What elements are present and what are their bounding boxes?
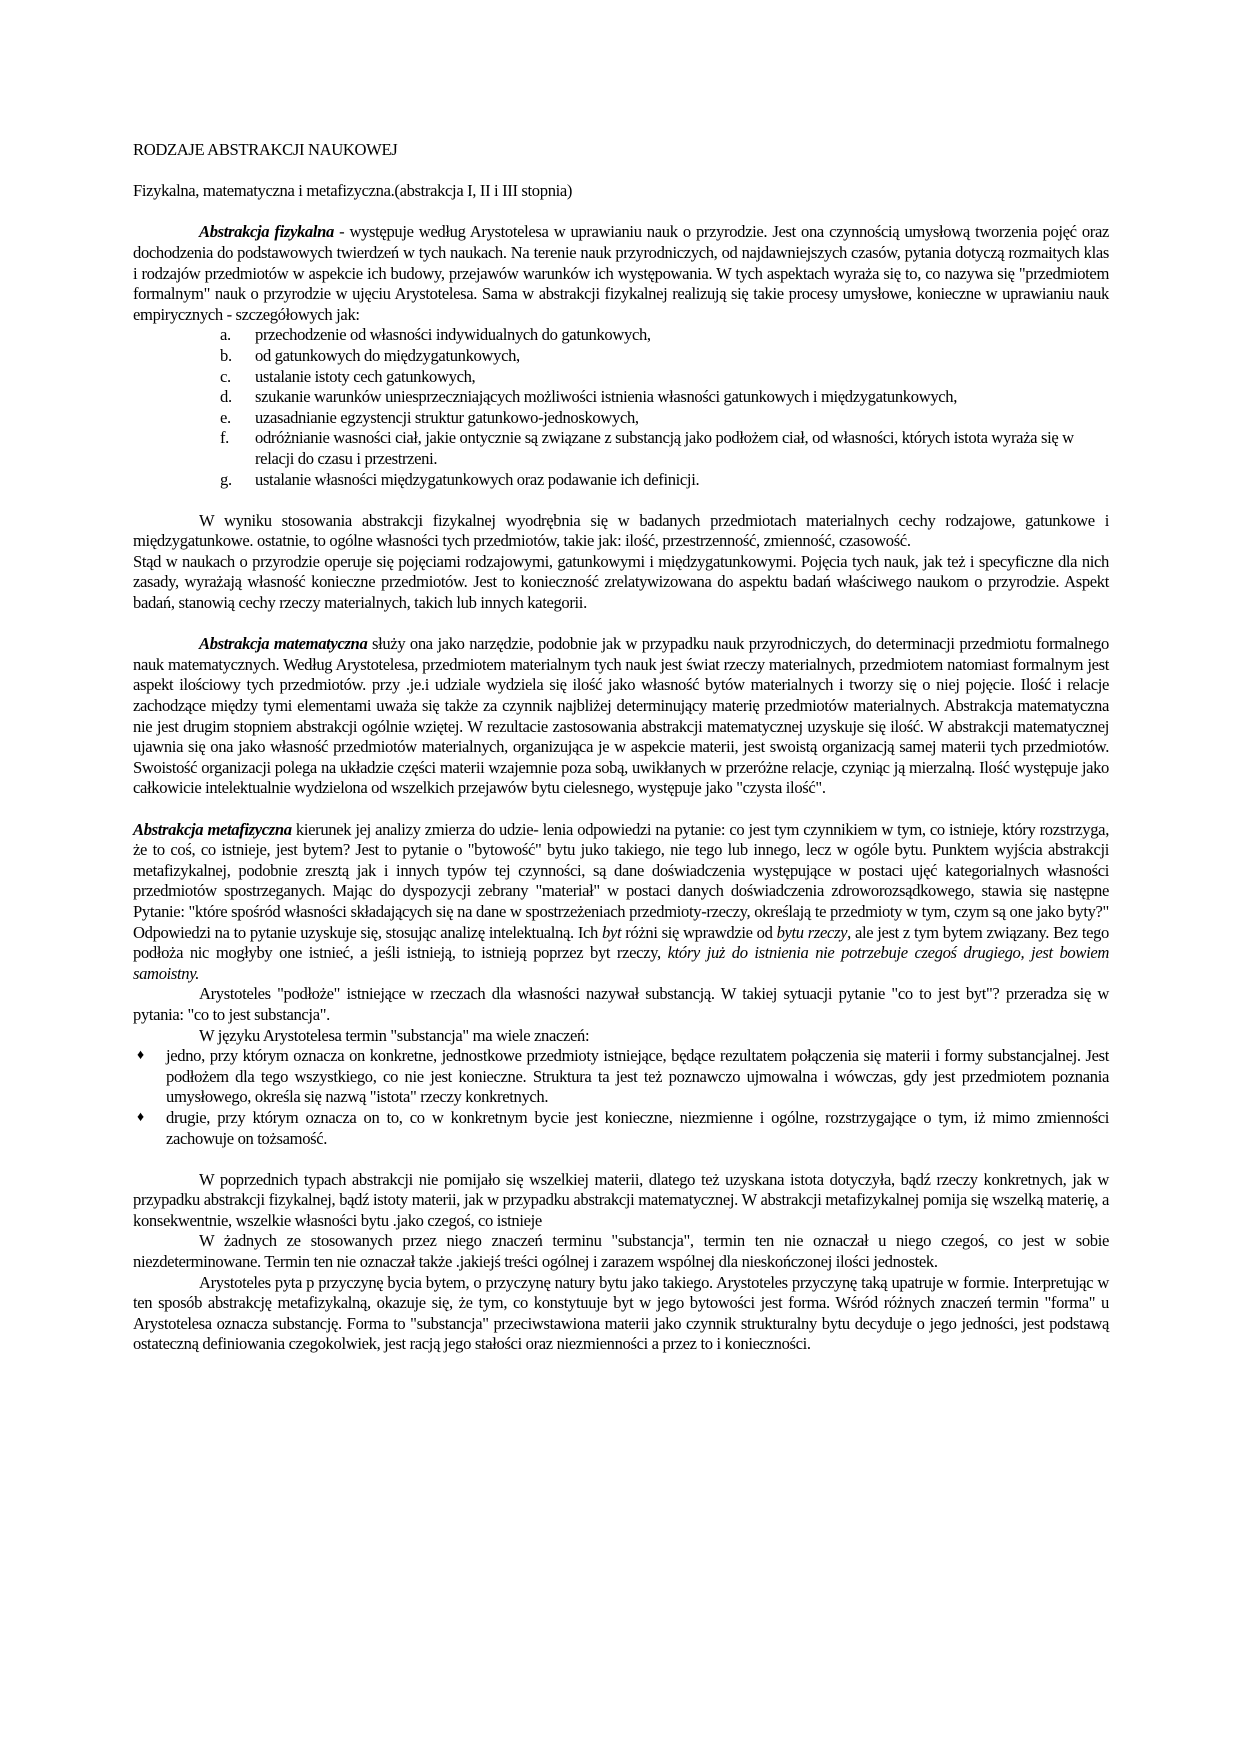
spacer <box>133 490 1109 511</box>
list-item <box>133 428 1109 469</box>
paragraph-matematyczna <box>133 634 1109 799</box>
section-metafizyczna <box>133 820 1109 1355</box>
list-marker: g. <box>220 469 232 489</box>
list-item <box>133 408 1109 429</box>
spacer <box>133 614 1109 635</box>
list-marker: e. <box>220 407 231 427</box>
italic-byt: byt <box>601 922 622 942</box>
list-item-text: odróżnianie wasności ciał, jakie ontycznie są związane z substancją jako podłożem ciał, od własności, których istota wyraża się w relacji do czasu i przestrzeni. <box>255 428 1074 468</box>
paragraph-fizykalna-intro <box>133 222 1109 325</box>
list-item-text: ustalanie własności międzygatunkowych oraz podawanie ich definicji. <box>255 469 700 489</box>
paragraph-metafizyczna <box>133 820 1109 985</box>
spacer <box>133 799 1109 820</box>
list-item <box>133 346 1109 367</box>
document-title: RODZAJE ABSTRAKCJI NAUKOWEJ <box>133 140 398 159</box>
paragraph-poprzednie: W poprzednich typach abstrakcji nie pomijało się wszelkiej materii, dlatego też uzyskana istota dotyczyła, bądź rzeczy konkretnych, jak w przypadku abstrakcji fizykalnej, bądź istoty materii, jak w przypadku abstrakcji matematycznej. W abstrakcji metafizykalnej pomija się wszelką materię, a konsekwentnie, wszelkie własności bytu .jako czegoś, co istnieje <box>133 1169 1109 1230</box>
document-subtitle: Fizykalna, matematyczna i metafizyczna.(abstrakcja I, II i III stopnia) <box>133 181 573 201</box>
list-marker: b. <box>220 345 232 365</box>
document-page <box>133 140 1109 1355</box>
paragraph-znaczenia: W języku Arystotelesa termin "substancja" ma wiele znaczeń: <box>199 1025 590 1045</box>
term-metafizyczna: Abstrakcja metafizyczna <box>133 819 292 839</box>
paragraph-fizykalna-concepts: Stąd w naukach o przyrodzie operuje się pojęciami rodzajowymi, gatunkowymi i międzygatunkowymi. Pojęcia tych nauk, jak też i specyficzne dla nich zasady, wyrażają własność konieczne przedmiotów. Jest to konieczność zrelatywizowana do aspektu badań właściwego naukom o przyrodzie. Aspekt badań, stanowią cechy rzeczy materialnych, takich lub innych kategorii. <box>133 551 1109 613</box>
list-item-text: jedno, przy którym oznacza on konkretne, jednostkowe przedmioty istniejące, będące rezultatem połączenia się materii i formy substancjalnej. Jest podłożem dla tego wszystkiego, co nie jest konieczne. Struktura ta jest też poznawczo ujmowalna i wówczas, gdy jest przedmiotem poznania umysłowego, określa się nazwą "istota" rzeczy konkretnych. <box>166 1046 1109 1107</box>
list-item <box>133 1108 1109 1149</box>
paragraph-forma: Arystoteles pyta p przyczynę bycia bytem, o przyczynę natury bytu jako takiego. Arystoteles przyczynę taką upatruje w formie. Interpretując w ten sposób abstrakcję metafizykalną, okazuje się, że tym, co konstytuuje byt w jego bytowości jest forma. Wśród różnych znaczeń termin "forma" u Arystotelesa oznacza substancję. Forma to "substancja" przeciwstawiona materii jako czynnik strukturalny bytu decyduje o jego jedności, jest podstawą ostateczną definiowania czegokolwiek, jest racją jego stałości oraz niezmienności a przez to i konieczności. <box>133 1272 1109 1354</box>
section-fizykalna <box>133 222 1109 613</box>
list-item-text: przechodzenie od własności indywidualnych do gatunkowych, <box>255 325 651 345</box>
list-marker: f. <box>220 428 229 448</box>
list-item-text: od gatunkowych do międzygatunkowych, <box>255 345 520 365</box>
section-matematyczna <box>133 634 1109 799</box>
list-item-text: drugie, przy którym oznacza on to, co w konkretnym bycie jest konieczne, niezmienne i ogólne, rozstrzygające o tym, iż mimo zmienności zachowuje on tożsamość. <box>166 1107 1109 1148</box>
text-metafizyczna-a: kierunek jej analizy zmierza do udzie- lenia odpowiedzi na pytanie: co jest tym czynnikiem w tym, co istnieje, który rozstrzyga, że to coś, co istnieje, jest bytem? Jest to pytanie o "bytowość" bytu juko takiego, nie tego lub innego, lecz w ogóle bytu. Punktem wyjścia abstrakcji metafizykalnej, podobnie zresztą jak i innych typów tej czynności, są dane doświadczenia występujące w postaci ujęć kategorialnych własności przedmiotów spostrzeganych. Mając do dyspozycji zebrany "materiał" w postaci danych doświadczenia zdroworozsądkowego, stawia się następne Pytanie: "które spośród własności składających się na dane w spostrzeżeniach przedmioty-rzeczy, określają te przedmioty w tym, czym są one jako byty?" Odpowiedzi na to pytanie uzyskuje się, stosując analizę intelektualną. Ich <box>133 819 1109 942</box>
text-metafizyczna-b: różni się wprawdzie od <box>621 922 777 942</box>
list-item <box>133 367 1109 388</box>
list-item <box>133 325 1109 346</box>
paragraph-zadnych: W żadnych ze stosowanych przez niego znaczeń terminu "substancja", termin ten nie oznaczał u niego czegoś, co jest w sobie niezdeterminowane. Termin ten nie oznaczał także .jakiejś treści ogólnej i zarazem wspólnej dla nieskończonej ilości jednostek. <box>133 1231 1109 1272</box>
list-item-text: ustalanie istoty cech gatunkowych, <box>255 366 476 386</box>
text-fizykalna-intro: - występuje według Arystotelesa w uprawianiu nauk o przyrodzie. Jest ona czynnością umysłową tworzenia pojęć oraz dochodzenia do podstawowych twierdzeń w tych naukach. Na terenie nauk przyrodniczych, od najdawniejszych czasów, pytania dotyczą rozmaitych klas i rodzajów przedmiotów w aspekcie ich budowy, przejawów warunków ich występowania. W tych aspektach wyraża się to, co nazywa się "przedmiotem formalnym" nauk o przyrodzie w ujęciu Arystotelesa. Sama w abstrakcji fizykalnej realizują się takie procesy umysłowe, konieczne w uprawianiu nauk empirycznych - szczegółowych jak: <box>133 222 1110 324</box>
list-marker: c. <box>220 366 231 386</box>
list-processes <box>133 325 1109 490</box>
list-item <box>133 1046 1109 1108</box>
list-meanings <box>133 1046 1109 1149</box>
diamond-bullet-icon: ♦ <box>137 1048 144 1064</box>
paragraph-podloze: Arystoteles "podłoże" istniejące w rzeczach dla własności nazywał substancją. W takiej sytuacji pytanie "co to jest byt"? przeradza się w pytania: "co to jest substancja". <box>133 984 1109 1024</box>
list-item-text: szukanie warunków uniesprzeczniających możliwości istnienia własności gatunkowych i międzygatunkowych, <box>255 387 958 407</box>
list-item-text: uzasadnianie egzystencji struktur gatunkowo-jednoskowych, <box>255 407 639 427</box>
list-marker: a. <box>220 325 231 345</box>
italic-bytu-rzeczy: bytu rzeczy <box>776 922 848 942</box>
list-item <box>133 470 1109 491</box>
list-item <box>133 387 1109 408</box>
diamond-bullet-icon: ♦ <box>137 1109 144 1125</box>
list-marker: d. <box>220 387 232 407</box>
italic-samoistny: który już do istnienia nie potrzebuje czegoś drugiego, jest bowiem samoistny. <box>133 943 1109 983</box>
paragraph-fizykalna-result: W wyniku stosowania abstrakcji fizykalnej wyodrębnia się w badanych przedmiotach materialnych cechy rodzajowe, gatunkowe i międzygatunkowe. ostatnie, to ogólne własności tych przedmiotów, takie jak: ilość, przestrzenność, zmienność, czasowość. <box>133 510 1109 551</box>
term-matematyczna: Abstrakcja matematyczna <box>199 634 368 654</box>
term-fizykalna: Abstrakcja fizykalna <box>199 222 334 242</box>
spacer <box>133 1149 1109 1170</box>
text-matematyczna: służy ona jako narzędzie, podobnie jak w przypadku nauk przyrodniczych, do determinacji przedmiotu formalnego nauk matematycznych. Według Arystotelesa, przedmiotem materialnym tych nauk jest świat rzeczy materialnych, przedmiotem natomiast formalnym jest aspekt ilościowy tych przedmiotów. przy .je.i udziale wydziela się ilość jako własność bytów materialnych i tworzy się o niej pojęcie. Ilość i relacje zachodzące między tymi elementami uważa się także za czynnik najbliżej determinujący materię przedmiotów materialnych. Abstrakcja matematyczna nie jest drugim stopniem abstrakcji ogólnie wziętej. W rezultacie zastosowania abstrakcji matematycznej uzyskuje się ilość. W abstrakcji matematycznej ujawnia się ona jako własność przedmiotów materialnych, organizująca je w aspekcie materii, jest swoistą organizacją samej materii tych przedmiotów. Swoistość organizacji polega na układzie części materii wzajemnie poza sobą, uwikłanych w przeróżne relacje, czyniąc ją mierzalną. Ilość występuje jako całkowicie intelektualnie wydzielona od wszelkich przejawów bytu cielesnego, występuje jako "czysta ilość". <box>133 634 1109 798</box>
text-metafizyczna-c: , ale jest z tym bytem związany. Bez tego podłoża nic mogłyby one istnieć, a jeśli istnieją, to istnieją poprzez byt rzeczy, <box>133 922 1109 963</box>
